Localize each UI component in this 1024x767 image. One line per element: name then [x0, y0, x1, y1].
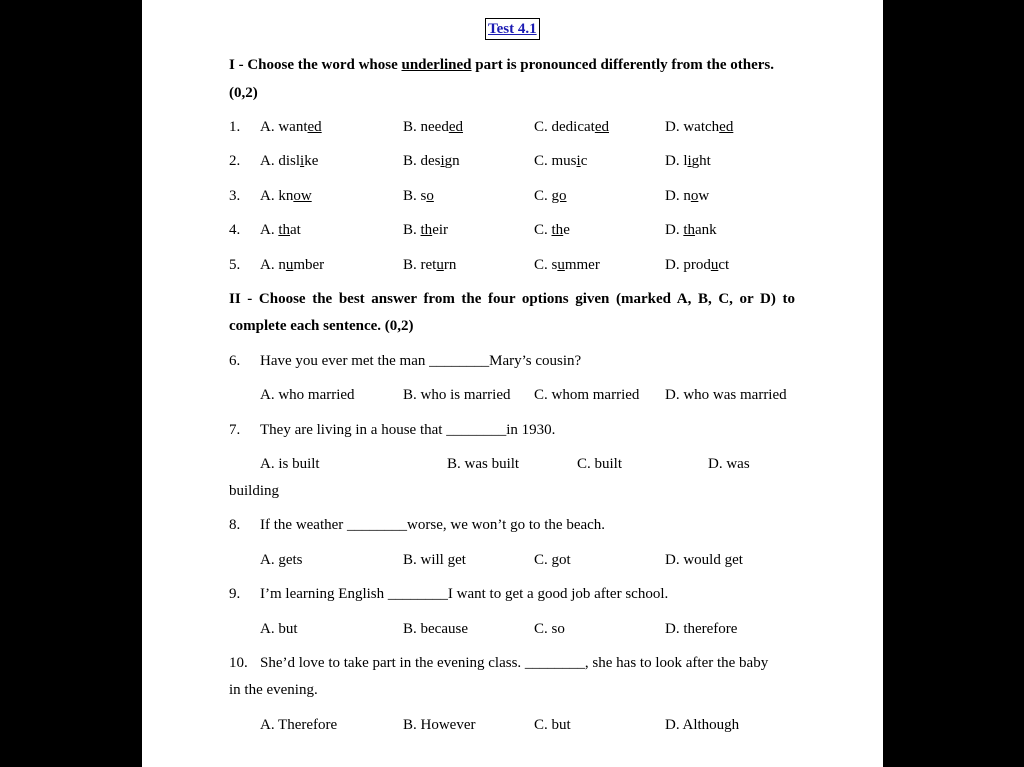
underlined-sound: i [576, 153, 581, 169]
option-text: A. n [260, 257, 286, 273]
option-d [665, 152, 711, 170]
question-stem: If the weather ________worse, we won’t go to the beach. [260, 517, 606, 533]
option-d-wrap: building [229, 483, 280, 499]
option-text: at [290, 222, 301, 238]
option-text: A. kn [260, 188, 294, 204]
underlined-sound: o [426, 188, 434, 204]
question-stem: They are living in a house that ________in 1930. [260, 422, 556, 438]
underlined-sound: ed [594, 119, 609, 135]
underlined-sound: th [683, 222, 696, 238]
option-text: gn [444, 153, 460, 169]
question-stem: I’m learning English ________I want to get a good job after school. [260, 586, 669, 602]
option-a [260, 256, 324, 274]
option-a: A. who married [260, 387, 355, 403]
question-number: 5. [229, 257, 241, 273]
option-b: B. will get [403, 552, 466, 568]
underlined-sound: i [687, 153, 692, 169]
option-text: B. need [403, 119, 449, 135]
underlined-sound: i [300, 153, 305, 169]
option-text: C. mus [534, 153, 577, 169]
option-c: C. so [534, 621, 565, 637]
option-text: B. des [403, 153, 441, 169]
heading-text: I - Choose the word whose [229, 57, 402, 73]
option-text: D. prod [665, 257, 711, 273]
question-stem-line2: in the evening. [229, 682, 318, 698]
option-c: C. built [577, 456, 623, 472]
section-2-heading-line1: II - Choose the best answer from the four options given (marked A, B, C, or D) to [229, 291, 795, 307]
underlined-sound: go [551, 188, 567, 204]
option-c [534, 256, 600, 274]
option-text: B. s [403, 188, 427, 204]
option-text: rn [443, 257, 457, 273]
section-2-heading-line2: complete each sentence. (0,2) [229, 318, 414, 334]
question-number: 4. [229, 222, 241, 238]
option-text: B. ret [403, 257, 437, 273]
option-b: B. because [403, 621, 468, 637]
underlined-sound: ed [448, 119, 463, 135]
option-a: A. Therefore [260, 717, 338, 733]
option-text: eir [432, 222, 449, 238]
option-b: B. was built [447, 456, 520, 472]
option-text: ct [718, 257, 730, 273]
question-number: 2. [229, 153, 241, 169]
option-text: mmer [564, 257, 600, 273]
option-a [260, 187, 312, 205]
option-d [665, 118, 733, 136]
option-c [534, 118, 609, 136]
option-d: D. Although [665, 717, 740, 733]
heading-text: part is pronounced differently from the others. [471, 57, 775, 73]
test-title: Test 4.1 [485, 18, 540, 40]
option-b [403, 187, 434, 205]
option-d [665, 256, 729, 274]
option-c: C. but [534, 717, 571, 733]
option-b: B. who is married [403, 387, 511, 403]
option-text: D. l [665, 153, 688, 169]
question-number: 3. [229, 188, 241, 204]
option-text: A. [260, 222, 279, 238]
option-a [260, 118, 322, 136]
underlined-sound: u [285, 257, 294, 273]
underlined-sound: u [436, 257, 444, 273]
option-a: A. gets [260, 552, 303, 568]
option-b [403, 118, 463, 136]
question-number: 6. [229, 353, 241, 369]
option-d: D. therefore [665, 621, 738, 637]
option-text: B. [403, 222, 421, 238]
section-1-heading [229, 56, 774, 74]
option-c [534, 221, 570, 239]
underlined-sound: ed [307, 119, 322, 135]
option-d [665, 187, 709, 205]
document-page [142, 0, 883, 767]
underlined-sound: u [557, 257, 565, 273]
question-number: 1. [229, 119, 241, 135]
option-a: A. but [260, 621, 298, 637]
option-text: A. want [260, 119, 308, 135]
option-c: C. got [534, 552, 571, 568]
option-d: D. who was married [665, 387, 787, 403]
underlined-sound: th [420, 222, 433, 238]
option-text: C. dedicat [534, 119, 595, 135]
underlined-sound: ow [293, 188, 312, 204]
underlined-sound: i [440, 153, 445, 169]
option-text: C. [534, 188, 552, 204]
option-text: c [580, 153, 588, 169]
option-text: D. n [665, 188, 691, 204]
option-d: D. was [708, 456, 750, 472]
option-text: w [698, 188, 710, 204]
option-text: D. watch [665, 119, 720, 135]
question-number: 7. [229, 422, 241, 438]
option-text: ke [304, 153, 319, 169]
option-text: e [563, 222, 570, 238]
underlined-sound: th [278, 222, 291, 238]
question-number: 10. [229, 655, 248, 671]
option-b [403, 256, 456, 274]
option-d [665, 221, 717, 239]
option-text: C. [534, 222, 552, 238]
option-d: D. would get [665, 552, 743, 568]
underlined-sound: o [690, 188, 699, 204]
option-b [403, 221, 448, 239]
option-c: C. whom married [534, 387, 640, 403]
option-b [403, 152, 460, 170]
option-c [534, 187, 567, 205]
question-stem: Have you ever met the man ________Mary’s cousin? [260, 353, 582, 369]
option-a [260, 152, 318, 170]
option-text: C. s [534, 257, 558, 273]
option-b: B. However [403, 717, 476, 733]
section-1-score: (0,2) [229, 85, 258, 101]
option-text: D. [665, 222, 684, 238]
option-a [260, 221, 301, 239]
question-number: 8. [229, 517, 241, 533]
option-text: mber [293, 257, 325, 273]
question-number: 9. [229, 586, 241, 602]
option-a: A. is built [260, 456, 320, 472]
underlined-sound: u [710, 257, 719, 273]
option-text: ank [695, 222, 717, 238]
underlined-sound: th [551, 222, 564, 238]
question-stem: She’d love to take part in the evening class. ________, she has to look after the baby [260, 655, 769, 671]
heading-underlined-word: underlined [401, 57, 472, 73]
option-text: A. disl [260, 153, 301, 169]
option-text: ght [691, 153, 711, 169]
underlined-sound: ed [719, 119, 734, 135]
option-c [534, 152, 587, 170]
